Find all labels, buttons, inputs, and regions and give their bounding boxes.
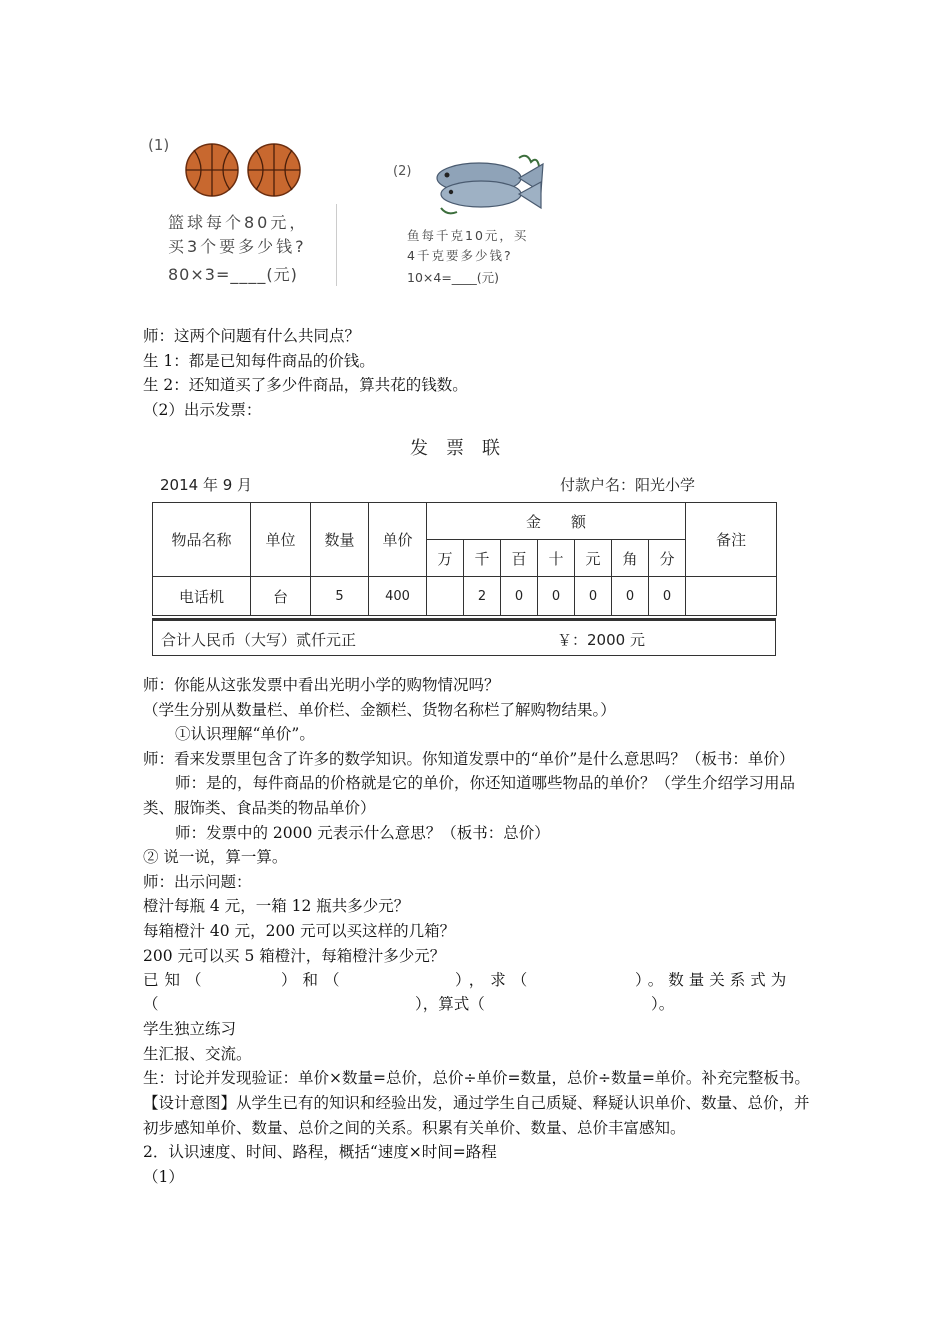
invoice-title: 发票联 [410, 438, 518, 459]
fill-blank-line [143, 968, 813, 1017]
paragraph: 师：发票中的 2000 元表示什么意思？（板书：总价） [175, 823, 550, 842]
problem-1-line-1: 篮球每个80元， [168, 213, 309, 232]
paragraph: 生 2：还知道买了多少件商品，算共花的钱数。 [143, 376, 468, 395]
fish-icon [423, 150, 553, 220]
header-note: 备注 [686, 503, 777, 577]
paragraph-text: 师：是的，每件商品的价格就是它的单价，你还知道哪些物品的单价？（学生介绍学习用品类、服饰类、食品类的物品单价） [143, 774, 796, 817]
table-row [153, 577, 777, 616]
paragraph: 生 1：都是已知每件商品的价钱。 [143, 351, 375, 370]
cell-digit: 2 [464, 577, 501, 616]
header-digit: 角 [612, 540, 649, 577]
cell-digit: 0 [575, 577, 612, 616]
dialogue-top [143, 324, 813, 422]
header-unit: 单位 [251, 503, 311, 577]
fill-open: （ [143, 995, 159, 1014]
cell-quantity: 5 [311, 577, 369, 616]
problem-1-line-2: 买3个要多少钱? [168, 237, 307, 256]
illustration-divider [336, 204, 337, 286]
paragraph: 生：讨论并发现验证：单价×数量=总价，总价÷单价=数量，总价÷数量=单价。补充完整板书。 [143, 1069, 810, 1088]
header-digit: 元 [575, 540, 612, 577]
invoice [152, 430, 776, 658]
paragraph: 2．认识速度、时间、路程，概括“速度×时间=路程 [143, 1143, 497, 1162]
problem-2-label: (2) [393, 164, 412, 179]
problem-2-formula: 10×4=____(元) [407, 270, 500, 285]
paragraph: ② 说一说，算一算。 [143, 848, 288, 867]
paragraph: 生汇报、交流。 [143, 1044, 252, 1063]
cell-digit: 0 [649, 577, 686, 616]
invoice-table [152, 502, 777, 616]
fill-relation: ）。数量关系式为 [635, 971, 792, 990]
invoice-total-amount: ￥：2000 元 [557, 631, 645, 649]
paragraph: 师：出示问题： [143, 872, 252, 891]
problem-1-label: (1) [148, 136, 170, 154]
cell-unit: 台 [251, 577, 311, 616]
cell-digit: 0 [501, 577, 538, 616]
problem-2-line-2: 4千克要多少钱? [407, 248, 513, 263]
header-digit: 十 [538, 540, 575, 577]
header-amount: 金 额 [427, 503, 686, 540]
invoice-payer: 付款户名：阳光小学 [560, 476, 696, 494]
header-unit-price: 单价 [369, 503, 427, 577]
fill-formula: ），算式（ [415, 995, 485, 1014]
problem-1-formula: 80×3=____(元) [168, 265, 298, 284]
problem-2-illustration [385, 150, 565, 290]
paragraph: 橙汁每瓶 4 元，一箱 12 瓶共多少元？ [143, 897, 410, 916]
paragraph: 200 元可以买 5 箱橙汁，每箱橙汁多少元？ [143, 946, 446, 965]
header-quantity: 数量 [311, 503, 369, 577]
paragraph: 【设计意图】从学生已有的知识和经验出发，通过学生自己质疑、释疑认识单价、数量、总价，并初步感知单价、数量、总价之间的关系。积累有关单价、数量、总价丰富感知。 [143, 1093, 810, 1137]
header-digit: 千 [464, 540, 501, 577]
paragraph: （1） [143, 1167, 184, 1186]
header-digit: 百 [501, 540, 538, 577]
cell-item-name: 电话机 [153, 577, 251, 616]
cell-note [686, 577, 777, 616]
paragraph: 师：看来发票里包含了许多的数学知识。你知道发票中的“单价”是什么意思吗？（板书：单价） [143, 749, 795, 768]
invoice-total-row [152, 618, 776, 656]
header-item-name: 物品名称 [153, 503, 251, 577]
problem-2-line-1: 鱼每千克10元，买 [407, 228, 529, 243]
basketball-icon [184, 140, 314, 200]
paragraph: 师：你能从这张发票中看出光明小学的购物情况吗？ [143, 676, 500, 694]
paragraph: （2）出示发票： [143, 400, 262, 419]
cell-digit: 0 [612, 577, 649, 616]
invoice-total-words: 合计人民币（大写）贰仟元正 [161, 631, 357, 649]
cell-digit [427, 577, 464, 616]
paragraph: 师：这两个问题有什么共同点？ [143, 327, 361, 345]
paragraph [143, 771, 813, 820]
fill-and: ）和（ [281, 971, 346, 990]
fill-known: 已知（ [143, 971, 208, 990]
header-digit: 万 [427, 540, 464, 577]
paragraph: 每箱橙汁 40 元，200 元可以买这样的几箱？ [143, 921, 456, 940]
paragraph: 学生独立练习 [143, 1020, 237, 1039]
cell-digit: 0 [538, 577, 575, 616]
header-digit: 分 [649, 540, 686, 577]
paragraph: （学生分别从数量栏、单价栏、金额栏、货物名称栏了解购物结果。） [143, 700, 616, 719]
fill-close: ）。 [651, 995, 675, 1014]
paragraph: ①认识理解“单价”。 [175, 725, 315, 744]
dialogue-bottom [143, 673, 813, 1189]
invoice-date: 2014 年 9 月 [160, 476, 253, 494]
cell-unit-price: 400 [369, 577, 427, 616]
problem-1-illustration [140, 130, 350, 290]
fill-ask: ），求（ [455, 971, 534, 990]
